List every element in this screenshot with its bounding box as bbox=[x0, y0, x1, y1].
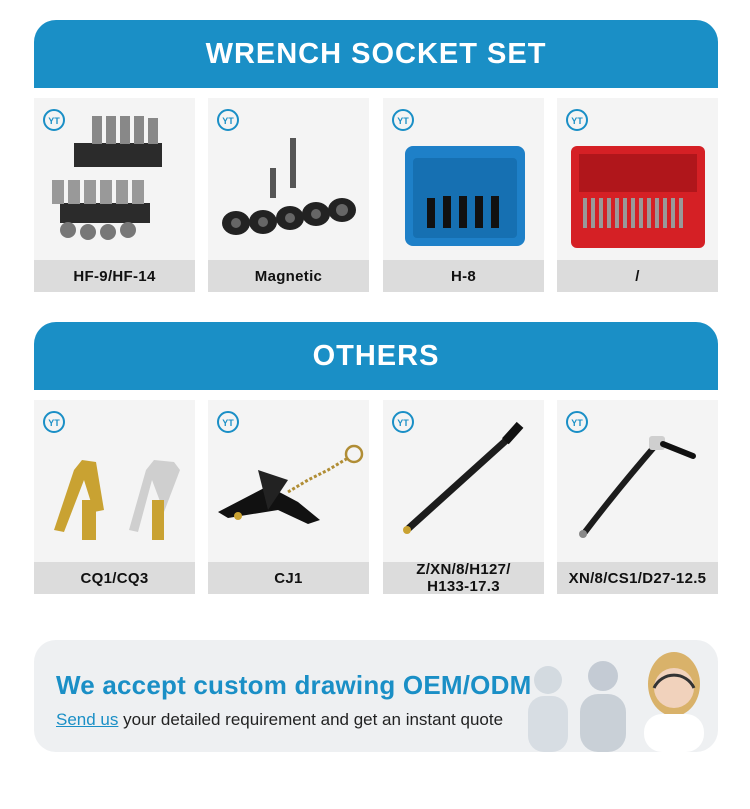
product-card-cj1[interactable] bbox=[208, 400, 369, 594]
svg-text:YT: YT bbox=[48, 418, 60, 428]
svg-text:YT: YT bbox=[222, 116, 234, 126]
product-label: CQ1/CQ3 bbox=[34, 562, 195, 594]
promo-subtext bbox=[56, 710, 503, 730]
svg-text:YT: YT bbox=[571, 116, 583, 126]
product-label: XN/8/CS1/D27-12.5 bbox=[557, 562, 718, 594]
product-card-bit-set[interactable] bbox=[557, 98, 718, 292]
send-us-link[interactable]: Send us bbox=[56, 710, 119, 729]
brand-logo-icon bbox=[391, 410, 415, 434]
product-label: CJ1 bbox=[208, 562, 369, 594]
custom-oem-promo-banner bbox=[34, 640, 718, 752]
product-card-magnetic[interactable] bbox=[208, 98, 369, 292]
product-label: / bbox=[557, 260, 718, 292]
svg-text:YT: YT bbox=[397, 116, 409, 126]
brand-logo-icon bbox=[42, 410, 66, 434]
promo-headline: We accept custom drawing OEM/ODM bbox=[56, 670, 532, 700]
product-label: H-8 bbox=[383, 260, 544, 292]
section-title: WRENCH SOCKET SET bbox=[205, 37, 547, 70]
brand-logo-icon bbox=[565, 410, 589, 434]
product-label: Magnetic bbox=[208, 260, 369, 292]
product-card-cq1[interactable] bbox=[34, 400, 195, 594]
brand-logo-icon bbox=[216, 410, 240, 434]
brand-logo-icon bbox=[42, 108, 66, 132]
product-card-angled-hose[interactable] bbox=[557, 400, 718, 594]
svg-text:YT: YT bbox=[222, 418, 234, 428]
wrench-socket-set-header bbox=[34, 20, 718, 88]
section-title: OTHERS bbox=[312, 339, 440, 372]
svg-text:YT: YT bbox=[397, 418, 409, 428]
promo-body-text: your detailed requirement and get an instant quote bbox=[118, 710, 504, 729]
brand-logo-icon bbox=[216, 108, 240, 132]
product-label-line-2: H133-17.3 bbox=[427, 578, 500, 594]
others-header bbox=[34, 322, 718, 390]
product-card-h8[interactable] bbox=[383, 98, 544, 292]
product-label: HF-9/HF-14 bbox=[34, 260, 195, 292]
product-label bbox=[383, 562, 544, 594]
brand-logo-icon bbox=[391, 108, 415, 132]
svg-text:YT: YT bbox=[571, 418, 583, 428]
product-card-hf9[interactable] bbox=[34, 98, 195, 292]
product-label-line-1: Z/XN/8/H127/ bbox=[416, 561, 511, 578]
svg-text:YT: YT bbox=[48, 116, 60, 126]
brand-logo-icon bbox=[565, 108, 589, 132]
product-card-straight-hose[interactable] bbox=[383, 400, 544, 594]
